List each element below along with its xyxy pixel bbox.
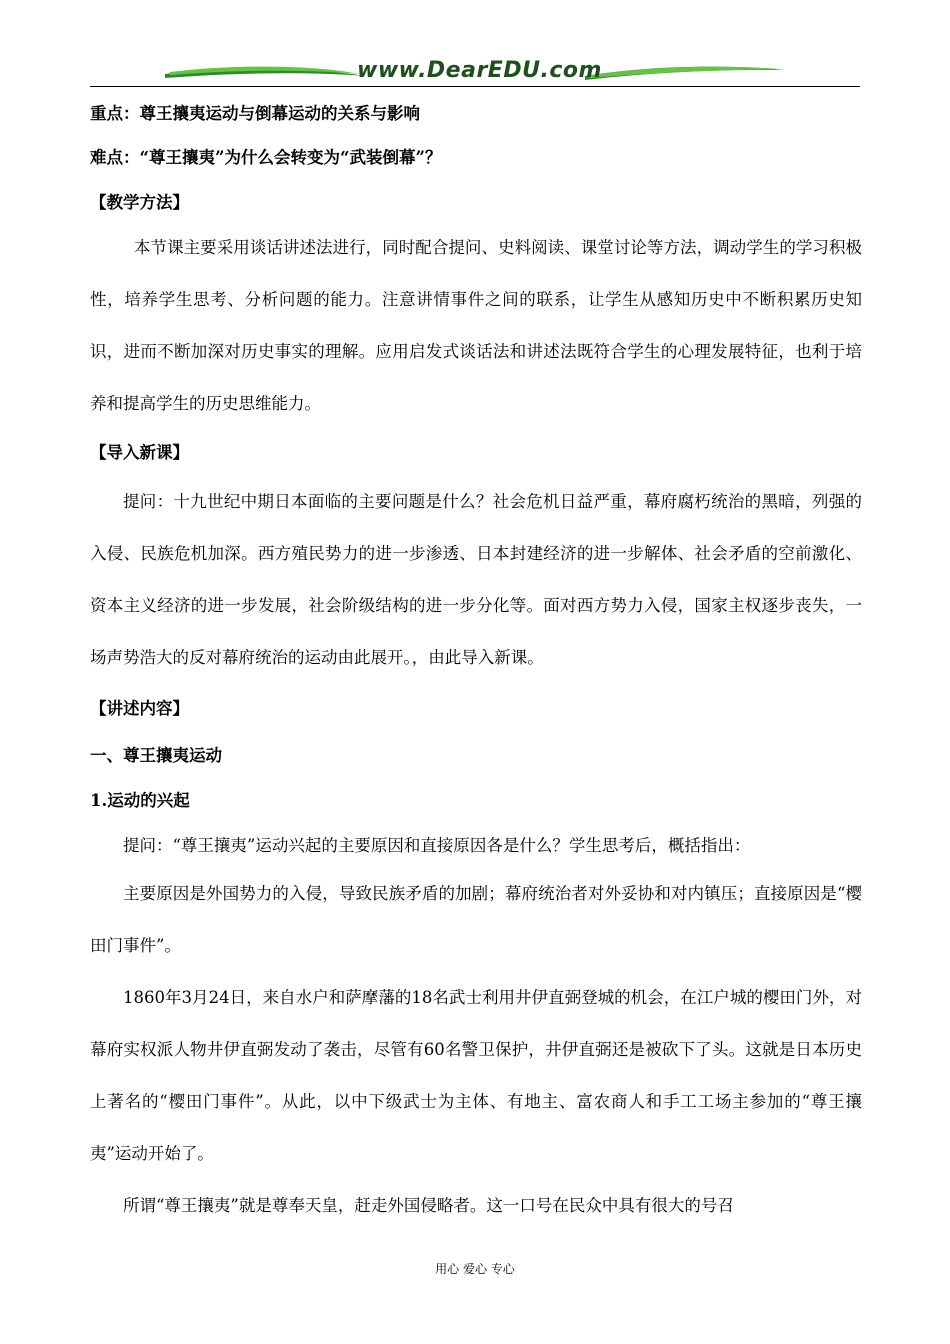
content-heading: 【讲述内容】 (90, 699, 189, 718)
header-rule (90, 86, 860, 87)
definition-paragraph: 所谓“尊王攘夷”就是尊奉天皇，赶走外国侵略者。这一口号在民众中具有很大的号召 (123, 1196, 734, 1215)
intro-paragraph: 提问：十九世纪中期日本面临的主要问题是什么？社会危机日益严重，幕府腐朽统治的黑暗，列强的入侵、民族危机加深。西方殖民势力的进一步渗透、日本封建经济的进一步解体、社会矛盾的空前激化、资本主义经济的进一步发展，社会阶级结构的进一步分化等。面对西方势力入侵，国家主权逐步丧失，一场声势浩大的反对幕府统治的运动由此展开。，由此导入新课。 (90, 492, 862, 667)
document-body (90, 96, 862, 1232)
intro-heading: 【导入新课】 (90, 443, 189, 462)
difficult-points: 难点：“尊王攘夷”为什么会转变为“武装倒幕”？ (90, 148, 442, 167)
site-logo-text: www.DearEDU.com (357, 58, 602, 83)
method-paragraph: 本节课主要采用谈话讲述法进行，同时配合提问、史料阅读、课堂讨论等方法，调动学生的学习积极性，培养学生思考、分析问题的能力。注意讲情事件之间的联系，让学生从感知历史中不断积累历史知识，进而不断加深对历史事实的理解。应用启发式谈话法和讲述法既符合学生的心理发展特征，也利于培养和提高学生的历史思维能力。 (90, 238, 862, 413)
question-paragraph: 提问：“尊王攘夷”运动兴起的主要原因和直接原因各是什么？学生思考后，概括指出： (123, 836, 751, 855)
event-paragraph: 1860年3月24日，来自水户和萨摩藩的18名武士利用井伊直弼登城的机会，在江户城的樱田门外，对幕府实权派人物井伊直弼发动了袭击，尽管有60名警卫保护，井伊直弼还是被砍下了头。这就是日本历史上著名的“樱田门事件”。从此，以中下级武士为主体、有地主、富农商人和手工工场主参加的“尊王攘夷”运动开始了。 (90, 988, 862, 1163)
method-heading: 【教学方法】 (90, 193, 189, 212)
answer-paragraph: 主要原因是外国势力的入侵，导致民族矛盾的加剧；幕府统治者对外妥协和对内镇压；直接原因是“樱田门事件”。 (90, 884, 862, 955)
section-heading: 一、尊王攘夷运动 (90, 746, 222, 765)
page-footer: 用心 爱心 专心 (435, 1262, 515, 1276)
key-points: 重点：尊王攘夷运动与倒幕运动的关系与影响 (90, 104, 420, 123)
subsection-heading: 1.运动的兴起 (90, 791, 190, 810)
